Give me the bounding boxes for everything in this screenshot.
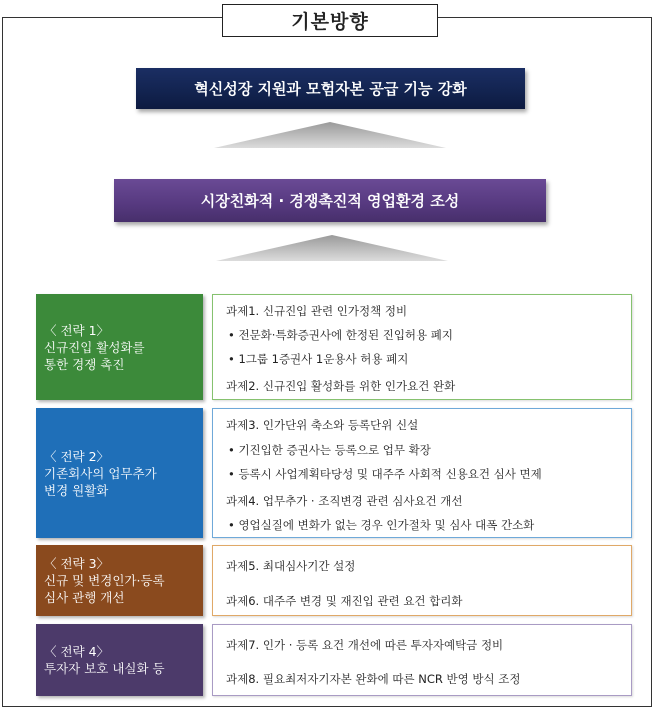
task-item: 과제6. 대주주 변경 및 재진입 관련 요건 합리화 <box>226 594 463 608</box>
task-subitem: • 전문화·특화증권사에 한정된 진입허용 폐지 <box>228 328 454 342</box>
diagram-title: 기본방향 <box>222 4 438 37</box>
strategy-label: 〈 전략 2〉 <box>44 448 110 464</box>
strategy-2-box <box>36 408 203 538</box>
strategy-2-tasks <box>212 408 632 538</box>
strategy-name: 신규진입 활성화를 <box>44 339 145 355</box>
task-subitem: • 영업실질에 변화가 없는 경우 인가절차 및 심사 대폭 간소화 <box>228 518 535 532</box>
strategy-1-tasks <box>212 294 632 400</box>
strategy-label: 〈 전략 4〉 <box>44 644 110 659</box>
strategy-label: 〈 전략 3〉 <box>44 556 110 571</box>
task-item: 과제2. 신규진입 활성화를 위한 인가요건 완화 <box>226 379 456 393</box>
task-subitem: • 등록시 사업계획타당성 및 대주주 사회적 신용요건 심사 면제 <box>228 467 542 481</box>
strategy-1-box <box>36 294 203 400</box>
strategy-3-box <box>36 545 203 616</box>
strategy-name: 기존회사의 업무추가 <box>44 465 157 481</box>
strategy-4-box <box>36 624 203 696</box>
direction-banner: 시장친화적 · 경쟁촉진적 영업환경 조성 <box>114 179 546 222</box>
task-subitem: • 1그룹 1증권사 1운용사 허용 폐지 <box>228 352 409 366</box>
strategy-name: 심사 관행 개선 <box>44 590 125 605</box>
task-item: 과제7. 인가 · 등록 요건 개선에 따른 투자자예탁금 정비 <box>226 638 504 652</box>
task-item: 과제3. 인가단위 축소와 등록단위 신설 <box>226 418 419 432</box>
task-item: 과제1. 신규진입 관련 인가정책 정비 <box>226 304 408 318</box>
up-arrow-icon <box>210 120 450 150</box>
task-item: 과제8. 필요최저자기자본 완화에 따른 NCR 반영 방식 조정 <box>226 672 521 686</box>
goal-banner: 혁신성장 지원과 모험자본 공급 기능 강화 <box>136 68 525 109</box>
task-subitem: • 기진입한 증권사는 등록으로 업무 확장 <box>228 443 431 457</box>
strategy-name: 변경 원활화 <box>44 482 109 498</box>
strategy-label: 〈 전략 1〉 <box>44 322 110 338</box>
task-item: 과제4. 업무추가 · 조직변경 관련 심사요건 개선 <box>226 494 463 508</box>
strategy-name: 통한 경쟁 촉진 <box>44 356 125 372</box>
task-item: 과제5. 최대심사기간 설정 <box>226 559 356 573</box>
strategy-3-tasks <box>212 545 632 616</box>
strategy-name: 투자자 보호 내실화 등 <box>44 661 165 676</box>
strategy-name: 신규 및 변경인가·등록 <box>44 573 165 588</box>
up-arrow-icon <box>212 233 452 263</box>
strategy-4-tasks <box>212 624 632 696</box>
